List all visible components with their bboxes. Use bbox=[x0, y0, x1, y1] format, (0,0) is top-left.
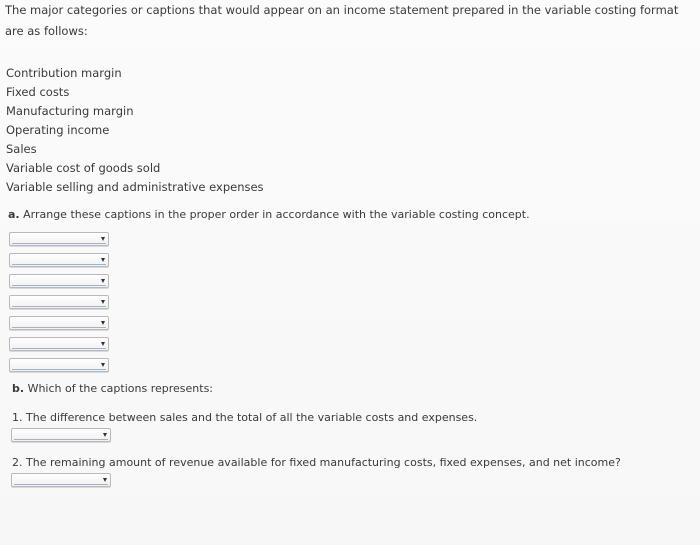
chevron-down-icon bbox=[101, 237, 105, 241]
part-b-question bbox=[12, 382, 213, 395]
caption-item: Manufacturing margin bbox=[6, 104, 134, 118]
part-b-question-1 bbox=[12, 411, 477, 424]
chevron-down-icon bbox=[101, 258, 105, 262]
question-2-number: 2. bbox=[12, 456, 23, 469]
order-select-2[interactable] bbox=[9, 253, 109, 267]
part-a-question bbox=[8, 208, 530, 221]
caption-item: Operating income bbox=[6, 123, 110, 137]
part-b-letter: b. bbox=[12, 382, 25, 395]
chevron-down-icon bbox=[103, 433, 107, 437]
chevron-down-icon bbox=[101, 363, 105, 367]
order-select-6[interactable] bbox=[9, 337, 109, 351]
chevron-down-icon bbox=[101, 279, 105, 283]
question-1-number: 1. bbox=[12, 411, 23, 424]
part-a-letter: a. bbox=[8, 208, 20, 221]
order-select-7[interactable] bbox=[9, 358, 109, 372]
caption-item: Fixed costs bbox=[6, 85, 70, 99]
caption-item: Contribution margin bbox=[6, 66, 122, 80]
intro-text: The major categories or captions that would appear on an income statement prepared in the variable costing format are as follows: bbox=[5, 3, 679, 38]
caption-item: Variable selling and administrative expenses bbox=[6, 180, 264, 194]
part-a-dropdowns bbox=[9, 232, 111, 379]
question-1-select[interactable] bbox=[11, 428, 111, 442]
caption-list bbox=[6, 64, 264, 197]
part-a-text: Arrange these captions in the proper order in accordance with the variable costing concept. bbox=[23, 208, 530, 221]
order-select-3[interactable] bbox=[9, 274, 109, 288]
order-select-1[interactable] bbox=[9, 232, 109, 246]
chevron-down-icon bbox=[101, 300, 105, 304]
order-select-4[interactable] bbox=[9, 295, 109, 309]
part-b-text: Which of the captions represents: bbox=[27, 382, 213, 395]
chevron-down-icon bbox=[101, 342, 105, 346]
order-select-5[interactable] bbox=[9, 316, 109, 330]
question-2-select[interactable] bbox=[11, 473, 111, 487]
caption-item: Sales bbox=[6, 142, 37, 156]
question-1-text: The difference between sales and the total of all the variable costs and expenses. bbox=[26, 411, 478, 424]
chevron-down-icon bbox=[103, 478, 107, 482]
part-b-question-2 bbox=[12, 456, 621, 469]
chevron-down-icon bbox=[101, 321, 105, 325]
question-2-text: The remaining amount of revenue available for fixed manufacturing costs, fixed expenses, and net income? bbox=[26, 456, 621, 469]
caption-item: Variable cost of goods sold bbox=[6, 161, 161, 175]
